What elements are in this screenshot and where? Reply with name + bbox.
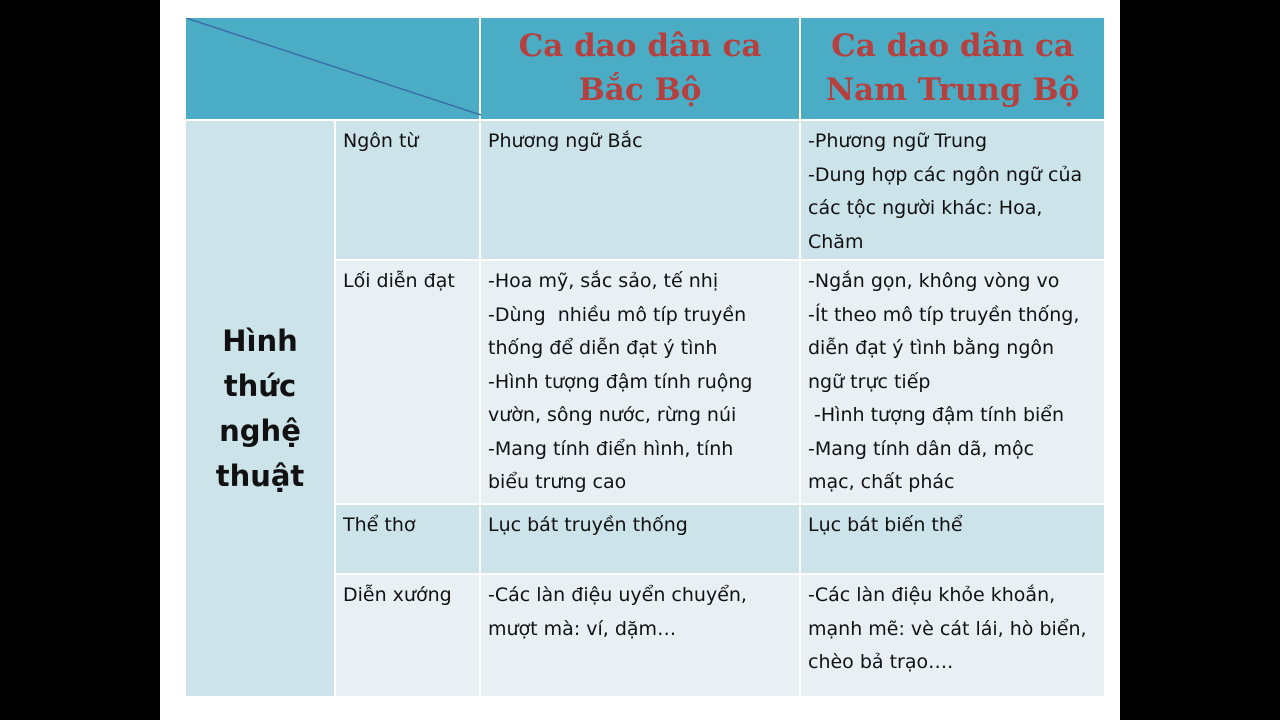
diagonal-line [186,18,481,115]
cell-bac-dien-xuong [480,574,800,697]
cell-line: -Hình tượng đậm tính biển [808,404,1065,426]
cell-line: diễn đạt ý tình bằng ngôn [808,337,1055,359]
cell-line: mạc, chất phác [808,471,955,493]
side-label-cell [185,120,335,697]
header-nam-trung-bo [800,17,1105,120]
row-label-text: Diễn xướng [343,584,452,606]
side-label-line: nghệ [219,413,301,448]
comparison-table [184,16,1106,698]
header-corner-cell [185,17,480,120]
header-row [185,17,1105,120]
cell-line: -Dung hợp các ngôn ngữ của [808,163,1083,186]
row-label-text: Lối diễn đạt [343,270,455,292]
cell-line: Phương ngữ Bắc [488,130,643,152]
row-label-text: Thể thơ [343,514,416,536]
cell-line: -Hoa mỹ, sắc sảo, tế nhị [488,270,719,292]
header-nam-line1: Ca dao dân ca [831,28,1074,64]
header-nam-line2: Nam Trung Bộ [825,72,1080,108]
cell-line: -Ít theo mô típ truyền thống, [808,303,1080,326]
cell-line: các tộc người khác: Hoa, [808,197,1043,219]
row-label-loi-dien-dat [335,260,480,504]
cell-line: -Các làn điệu khỏe khoắn, [808,584,1056,606]
cell-line: -Phương ngữ Trung [808,130,988,152]
cell-line: mạnh mẽ: vè cát lái, hò biển, [808,617,1087,640]
side-label-line: Hình [222,323,298,358]
cell-line: chèo bả trạo…. [808,651,954,673]
cell-line: ngữ trực tiếp [808,370,931,393]
cell-nam-loi-dien-dat [800,260,1105,504]
cell-line: -Ngắn gọn, không vòng vo [808,270,1060,292]
header-bac-line1: Ca dao dân ca [518,28,762,64]
row-label-ngon-tu [335,120,480,260]
cell-nam-dien-xuong [800,574,1105,697]
cell-nam-the-tho [800,504,1105,574]
row-label-text: Ngôn từ [343,130,419,152]
header-bac-line2: Bắc Bộ [578,72,702,108]
cell-line: mượt mà: ví, dặm… [488,617,677,640]
cell-line: vườn, sông nước, rừng núi [488,404,737,426]
cell-line: biểu trưng cao [488,471,627,493]
cell-line: -Các làn điệu uyển chuyển, [488,584,747,606]
cell-line: Lục bát biến thể [808,514,963,536]
cell-line: Chăm [808,230,864,253]
cell-line: -Hình tượng đậm tính ruộng [488,370,753,393]
slide [160,0,1120,720]
header-bac-bo [480,17,800,120]
row-label-dien-xuong [335,574,480,697]
cell-bac-ngon-tu [480,120,800,260]
side-label-line: thức [223,368,297,403]
cell-line: -Dùng nhiều mô típ truyền [488,303,747,326]
cell-nam-ngon-tu [800,120,1105,260]
cell-line: -Mang tính dân dã, mộc [808,437,1035,460]
row-ngon-tu [185,120,1105,260]
cell-line: thống để diễn đạt ý tình [488,337,718,359]
row-label-the-tho [335,504,480,574]
cell-line: -Mang tính điển hình, tính [488,437,734,460]
cell-line: Lục bát truyền thống [488,514,688,536]
cell-bac-loi-dien-dat [480,260,800,504]
diagonal-divider [186,18,481,121]
cell-bac-the-tho [480,504,800,574]
side-label-line: thuật [215,458,305,493]
